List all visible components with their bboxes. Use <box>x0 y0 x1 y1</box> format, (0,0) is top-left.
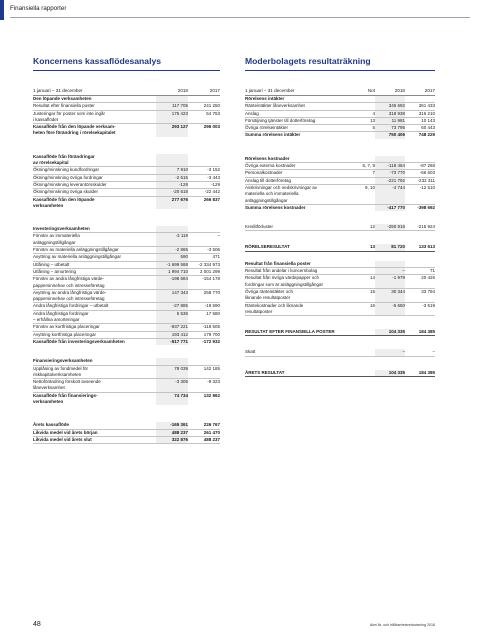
table-row <box>245 224 435 231</box>
page-number: 48 <box>33 621 41 628</box>
value-2018: 1 994 710 <box>156 269 188 275</box>
value-2017: -19 590 <box>204 303 220 309</box>
row-label: Avyttring av materiella anläggningstillgångar <box>33 254 121 260</box>
table-row <box>33 437 220 444</box>
row-note: 13 <box>369 117 375 123</box>
value-2018: -3 119 <box>156 233 188 246</box>
value-2017: -172 932 <box>202 338 220 344</box>
value-2017: -129 <box>210 181 220 187</box>
table-row <box>33 290 220 304</box>
value-2018: 5 536 <box>156 311 188 324</box>
value-2018: 293 127 <box>156 124 188 137</box>
table-row <box>245 289 435 303</box>
value-2017: – <box>432 349 435 355</box>
value-2017: 132 862 <box>203 392 220 398</box>
row-label: Summa rörelsens kostnader <box>245 204 306 210</box>
value-2017: -3 152 <box>207 167 220 173</box>
row-label: Resultat från finansiella poster <box>245 260 311 266</box>
value-2017: -3 506 <box>207 247 220 253</box>
table-row <box>33 324 220 331</box>
value-2018: -221 792 <box>375 178 405 184</box>
value-2017: 266 837 <box>203 196 220 202</box>
value-2018: 590 <box>156 254 188 260</box>
value-2017: -87 268 <box>419 163 435 169</box>
row-label: Kassaflöde från finansierings- verksamheten <box>33 392 98 404</box>
row-label: Likvida medel vid årets början <box>33 429 98 435</box>
value-2018: -27 885 <box>156 303 188 309</box>
value-2018: 11 981 <box>375 118 405 124</box>
row-label: Förvärv av kortfristiga placeringar <box>33 324 100 330</box>
row-note: 5 <box>372 125 375 131</box>
value-2018: 73 795 <box>375 125 405 131</box>
row-note <box>359 205 375 211</box>
value-2018 <box>156 226 188 232</box>
value-2017: 184 385 <box>418 329 435 335</box>
table-row <box>245 178 435 185</box>
value-2017: – <box>217 233 220 239</box>
row-label: Ökning/minskning kundfordringar <box>33 167 100 173</box>
row-label: Resultat från övriga värdepapper och fordringar som är anläggningstillgångar <box>245 275 324 287</box>
row-label: Övriga rörelseintäkter <box>245 125 289 131</box>
row-label: Förvärv av immateriella anläggningstillgångar <box>33 233 80 245</box>
row-note: 4 <box>372 110 375 116</box>
row-note: 9, 10 <box>364 184 375 190</box>
value-2017: 71 <box>429 268 435 274</box>
value-2018: -517 771 <box>156 339 188 345</box>
value-2018 <box>156 154 188 167</box>
value-2018: 78 039 <box>156 366 188 379</box>
table-row <box>245 111 435 118</box>
row-label: Kassaflöde från förändringar av rörelsekapital <box>33 153 95 166</box>
row-label: Avskrivningar och nedskrivningar av materiella och immateriella anläggningstillgångar <box>245 184 317 203</box>
cash-flow-statement <box>33 56 220 444</box>
value-2017: -118 505 <box>202 324 220 330</box>
row-note: 12 <box>369 224 375 230</box>
row-note: 15 <box>369 288 375 294</box>
row-label: Nettoförändring förskott avseende låneverksamhet <box>33 379 101 391</box>
value-2018: -3 305 <box>156 379 188 392</box>
value-2017: -3 519 <box>422 302 435 308</box>
table-row <box>33 189 220 196</box>
value-2018: – <box>375 268 405 274</box>
row-label: Skatt <box>245 349 256 355</box>
table-row <box>33 311 220 325</box>
value-2018: 104 335 <box>375 370 405 376</box>
income-statement-rows <box>245 96 435 377</box>
value-2018 <box>156 96 188 102</box>
row-label: Investeringsverksamheten <box>33 226 90 232</box>
value-2018: -937 221 <box>156 324 188 330</box>
year-2017-header: 2017 <box>424 88 435 93</box>
value-2017: -3 443 <box>207 174 220 180</box>
income-statement-heading: Moderbolagets resultaträkning <box>245 56 371 66</box>
table-row <box>245 244 435 251</box>
value-2018 <box>375 261 405 267</box>
value-2017 <box>405 96 435 102</box>
row-label: Den löpande verksamheten <box>33 96 92 101</box>
row-label: Årets kassaflöde <box>33 422 70 428</box>
column-header-row <box>33 87 220 96</box>
table-row <box>33 175 220 182</box>
value-2018: 322 876 <box>156 437 188 443</box>
value-2018 <box>156 358 188 364</box>
value-2017: -12 510 <box>419 184 435 190</box>
table-row <box>245 370 435 377</box>
row-label: Summa rörelsens intäkter <box>245 132 301 138</box>
value-2018: -417 770 <box>375 205 405 211</box>
row-label: RESULTAT EFTER FINANSIELLA POSTER <box>245 329 335 335</box>
value-2018: 345 692 <box>375 103 405 109</box>
section-heading-row <box>33 154 220 168</box>
row-label: Kassaflöde från investeringsverksamheten <box>33 338 125 344</box>
page-header <box>0 0 480 20</box>
period-header: 1 januari – 31 december <box>245 88 295 93</box>
value-2018: 277 676 <box>156 197 188 210</box>
value-2017: 54 753 <box>206 110 220 116</box>
row-note: 13 <box>369 244 375 250</box>
table-row <box>245 275 435 289</box>
value-2017: -398 692 <box>417 204 435 210</box>
table-row <box>33 339 220 345</box>
row-label: Kreditförluster <box>245 224 274 230</box>
value-2017: 33 794 <box>421 288 435 294</box>
table-row <box>33 393 220 406</box>
value-2018: -4 744 <box>375 185 405 204</box>
table-row <box>33 276 220 290</box>
row-label: Övriga externa kostnader <box>245 163 296 169</box>
value-2017 <box>405 261 435 267</box>
row-label: Utlåning – amortering <box>33 268 77 274</box>
value-2018: -20 618 <box>156 189 188 195</box>
row-note <box>359 268 375 274</box>
value-2017: 316 210 <box>418 110 435 116</box>
section-heading-row <box>33 358 220 365</box>
value-2017: 179 700 <box>203 331 220 337</box>
value-2017: -215 924 <box>417 224 435 230</box>
value-2018: -2 865 <box>156 247 188 253</box>
value-2018: 81 720 <box>375 244 405 250</box>
table-row <box>33 111 220 125</box>
row-label: Personalkostnader <box>245 170 283 176</box>
table-row <box>245 163 435 170</box>
value-2018: -198 684 <box>156 276 188 289</box>
value-2018: 193 412 <box>156 332 188 338</box>
value-2018: 104 335 <box>375 329 405 335</box>
value-2017: 133 613 <box>418 244 435 250</box>
row-note: 16 <box>369 302 375 308</box>
table-row <box>33 379 220 393</box>
value-2017: 17 580 <box>206 310 220 316</box>
row-label: Upplåning av fondmedel för riskkapitalverksamheten <box>33 365 89 377</box>
period-header: 1 januari – 31 december <box>33 88 83 93</box>
value-2017 <box>188 226 220 232</box>
table-row <box>245 205 435 211</box>
row-label: Kassaflöde från den löpande verksamheten <box>33 196 95 208</box>
table-row <box>33 167 220 174</box>
row-label: Avyttring av andra långfristiga värde- pappersinnehav och intresseföretag <box>33 289 107 302</box>
heading-rule <box>245 70 435 71</box>
value-2017: 60 443 <box>421 125 435 131</box>
value-2017 <box>405 156 435 162</box>
row-label: Övriga ränteintäkter och liknande resultatposter <box>245 288 294 301</box>
row-label: ÅRETS RESULTAT <box>245 369 285 375</box>
row-label: RÖRELSERESULTAT <box>245 244 290 250</box>
value-2018: 117 705 <box>156 103 188 109</box>
row-note <box>359 96 375 102</box>
row-label: Ränteintäkter låneverksamhet <box>245 103 305 109</box>
year-2018-header: 2018 <box>177 88 188 93</box>
row-note <box>359 370 375 376</box>
value-2017 <box>188 154 220 167</box>
heading-rule <box>33 70 220 71</box>
row-label: Andra långfristiga fordringar – utbetalt <box>33 303 109 309</box>
value-2017: -22 442 <box>204 189 220 195</box>
row-label: Förvärv av materiella anläggningstillgångar <box>33 247 119 253</box>
table-row <box>33 422 220 429</box>
page-title: Finansiella rapporter <box>10 5 67 12</box>
value-2018: – <box>375 349 405 355</box>
table-row <box>245 170 435 177</box>
value-2017: -154 178 <box>202 276 220 282</box>
publication-name: Almi år- och hållbarhetsredovisning 2018 <box>369 623 435 627</box>
row-label: Justeringar för poster som inte ingår i kassaflödet <box>33 110 106 122</box>
value-2018: -250 916 <box>375 224 405 230</box>
row-label: Ökning/minskning leverantörsskulder <box>33 181 107 187</box>
value-2017: 2 001 299 <box>199 268 220 274</box>
row-label: Resultat från andelar i koncernbolag <box>245 268 318 274</box>
value-2018: 74 734 <box>156 393 188 406</box>
value-2017: 142 185 <box>203 365 220 371</box>
section-heading-row <box>33 96 220 103</box>
row-label: Avyttring kortfristiga placeringar <box>33 331 96 337</box>
value-2018: -128 <box>156 182 188 188</box>
row-label: Ökning/minskning övriga skulder <box>33 189 99 195</box>
header-accent-bar <box>0 0 4 20</box>
value-2017 <box>188 96 220 102</box>
row-note <box>359 103 375 109</box>
row-label: Likvida medel vid årets slut <box>33 436 92 442</box>
section-heading-row <box>245 261 435 268</box>
cash-flow-heading: Koncernens kassaflödesanalys <box>33 56 162 66</box>
value-2018: -5 650 <box>375 303 405 316</box>
row-note: 6, 7, 8 <box>362 163 375 169</box>
table-row <box>33 197 220 210</box>
year-2017-header: 2017 <box>209 88 220 93</box>
row-note <box>359 178 375 184</box>
row-label: Rörelsens intäkter <box>245 96 285 101</box>
value-2017: -232 311 <box>417 177 435 183</box>
table-row <box>33 366 220 380</box>
value-2018 <box>375 96 405 102</box>
value-2018: 750 406 <box>375 132 405 138</box>
table-row <box>245 349 435 356</box>
table-row <box>245 303 435 317</box>
table-row <box>33 430 220 437</box>
value-2017: -66 603 <box>419 170 435 176</box>
value-2017: -9 323 <box>207 379 220 385</box>
value-2017: -2 334 973 <box>198 261 220 267</box>
row-label: Räntekostnader och liknande resultatposter <box>245 302 304 314</box>
row-label: Förvärv av andra långfristiga värde- pappersinnehav och intresseföretag <box>33 276 105 288</box>
value-2018: 318 938 <box>375 111 405 117</box>
column-header-row <box>245 87 435 96</box>
table-row <box>245 125 435 132</box>
value-2018: 147 343 <box>156 290 188 303</box>
row-label: Anslag <box>245 110 259 116</box>
value-2017: 20 426 <box>421 275 435 281</box>
table-row <box>245 103 435 110</box>
row-note <box>359 156 375 162</box>
table-row <box>33 303 220 310</box>
note-header: Not <box>367 88 375 93</box>
value-2018: 488 237 <box>156 430 188 436</box>
value-2017: 748 229 <box>418 132 435 138</box>
table-row <box>33 262 220 269</box>
row-note <box>359 329 375 335</box>
value-2018: -1 979 <box>375 275 405 288</box>
row-label: Utlåning – utbetalt <box>33 261 70 267</box>
year-2018-header: 2018 <box>394 88 405 93</box>
row-note <box>359 132 375 138</box>
table-row <box>245 185 435 205</box>
value-2018: -2 615 <box>156 175 188 181</box>
value-2018: -118 464 <box>375 163 405 169</box>
table-row <box>245 329 435 336</box>
value-2017: 258 770 <box>203 289 220 295</box>
page-footer <box>33 621 435 628</box>
value-2018: 7 910 <box>156 167 188 173</box>
row-label: Anslag till dotterföretag <box>245 177 292 183</box>
row-label: Kassaflöde från den löpande verksam- heten före förändring i rörelsekapitalet <box>33 124 116 136</box>
value-2017: 10 143 <box>421 117 435 123</box>
row-label: Ökning/minskning övriga fordringar <box>33 174 103 180</box>
header-rule <box>10 17 470 18</box>
cash-flow-rows <box>33 96 220 444</box>
row-label: Andra långfristiga fordringar – erhållna amorteringar <box>33 310 89 323</box>
table-row <box>33 233 220 247</box>
row-note <box>359 261 375 267</box>
row-label: Försäljning tjänster till dotterföretag <box>245 117 316 123</box>
row-label: Rörelsens kostnader <box>245 155 290 161</box>
value-2018: 30 344 <box>375 289 405 302</box>
row-note: 14 <box>369 275 375 281</box>
table-row <box>33 124 220 137</box>
table-row <box>33 254 220 261</box>
value-2017: 361 433 <box>418 103 435 109</box>
value-2017 <box>188 358 220 364</box>
value-2017: 296 003 <box>203 124 220 130</box>
table-row <box>33 332 220 339</box>
value-2017: 226 767 <box>203 422 220 428</box>
value-2017: 261 470 <box>203 429 220 435</box>
value-2017: 488 237 <box>203 436 220 442</box>
value-2018: -165 361 <box>156 422 188 428</box>
value-2018: -73 770 <box>375 170 405 176</box>
value-2018: 175 423 <box>156 111 188 124</box>
row-note: 7 <box>372 170 375 176</box>
row-label: Resultat efter finansiella poster <box>33 103 95 109</box>
section-heading-row <box>33 226 220 233</box>
value-2018 <box>375 156 405 162</box>
value-2017: 184 385 <box>418 369 435 375</box>
table-row <box>245 132 435 138</box>
value-2017: 241 250 <box>203 103 220 109</box>
value-2018: -1 699 588 <box>156 262 188 268</box>
section-heading-row <box>245 156 435 163</box>
row-note <box>359 349 375 355</box>
income-statement <box>245 56 435 377</box>
table-row <box>33 103 220 110</box>
value-2017: 471 <box>212 254 220 260</box>
row-label: Finansieringsverksamheten <box>33 358 93 364</box>
